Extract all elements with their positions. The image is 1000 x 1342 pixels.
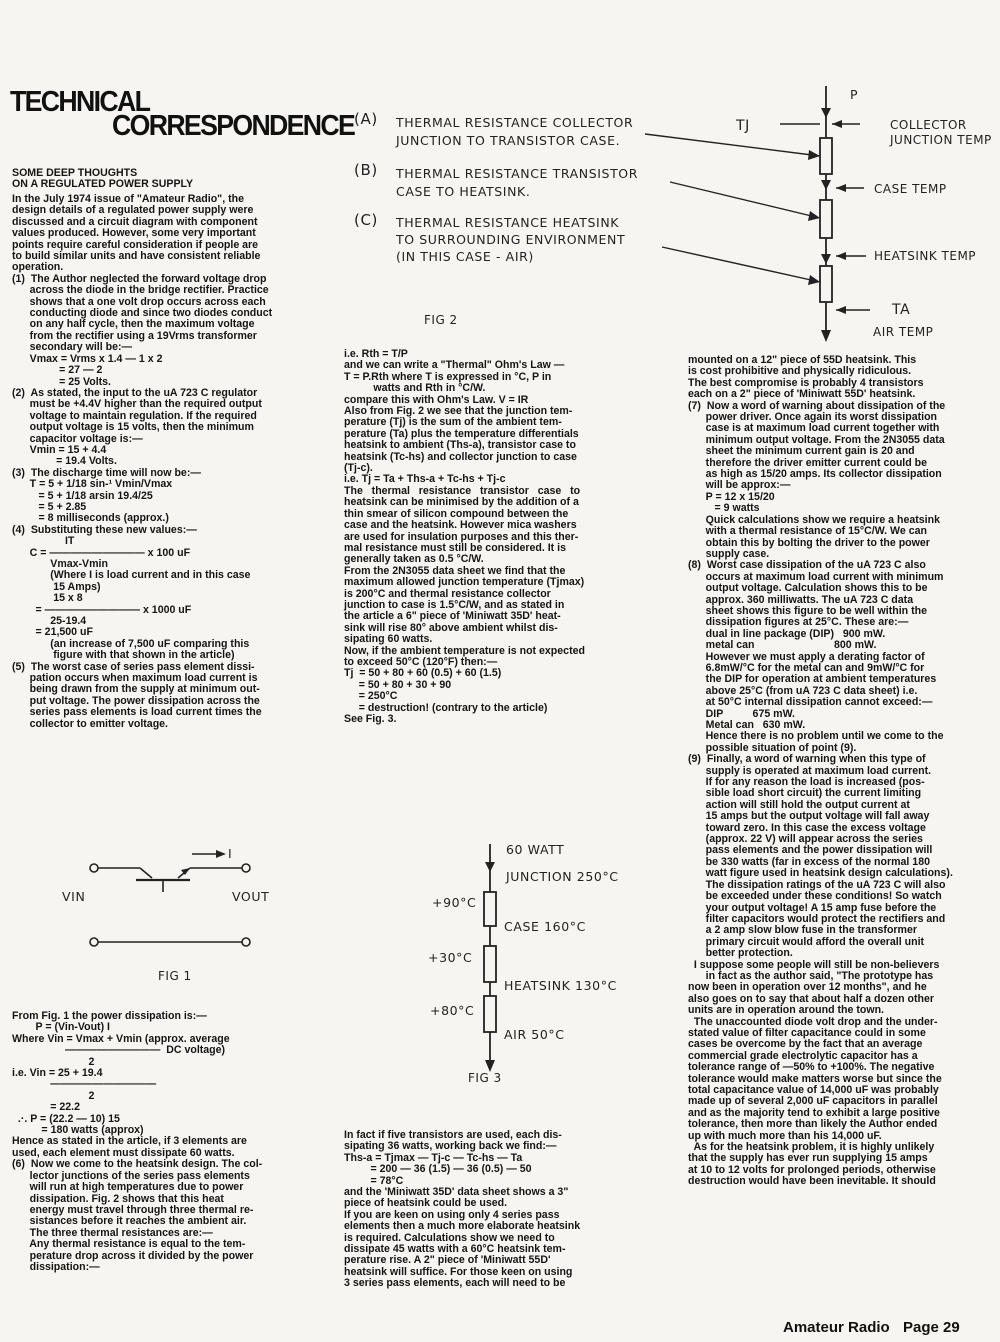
fig1-caption: FIG 1 — [158, 969, 192, 983]
fig1-terminal-tl — [90, 864, 98, 872]
fig3-watt-label: 60 WATT — [506, 842, 565, 857]
section-title-line1: TECHNICAL — [10, 86, 150, 118]
fig3-resistor-3 — [484, 996, 496, 1032]
fig2-item-c-text: THERMAL RESISTANCE HEATSINK TO SURROUNDING ENVIRONMENT (IN THIS CASE - AIR) — [396, 215, 626, 264]
section-title-line2: CORRESPONDENCE — [112, 110, 355, 142]
fig2-resistor-b — [820, 200, 832, 238]
fig2-item-a-letter: (A) — [354, 110, 378, 128]
fig3-caption: FIG 3 — [468, 1071, 502, 1085]
fig3-delta-3: +80°C — [430, 1003, 475, 1018]
fig3-junction-label: JUNCTION 250°C — [506, 869, 619, 884]
fig1-terminal-br — [242, 938, 250, 946]
article-col3-body: mounted on a 12" piece of 55D heatsink. This is cost prohibitive and physically ridiculous. The best compromise is probably 4 transistors each on a 2" piece of 'Miniwatt 55D' heatsink. (7) Now a word of warning about dissipation of the power driver. Once again its worst dissipation case is at maximum load current together with minimum output voltage. From the 2N3055 data sheet the minimum current gain is 20 and therefore the driver emitter current could be as high as 15/20 amps. Its collector dissipation will be approx:— P = 12 x 15/20 = 9 watts Quick calculations show we require a heatsink with a thermal resistance of 15°C/W. We can obtain this by bolting the driver to the power supply case. (8) Worst case dissipation of the uA 723 C also occurs at maximum load current with minimum output voltage. Calculation shows this to be approx. 360 milliwatts. The uA 723 C data sheet shows this figure to be well within the dissipation figures at 25°C. These are:— dual in line package (DIP) 900 mW. metal can 800 mW. However we must apply a derating factor of 6.8mW/°C for the metal can and 9mW/°C for the DIP for operation at ambient temperatures above 25°C (from uA 723 C data sheet) i.e. at 50°C internal dissipation cannot exceed:— DIP 675 mW. Metal can 630 mW. Hence there is no problem until we come to the possible situation of point (9). (9) Finally, a word of warning when this type of supply is operated at maximum load current. If for any reason the load is increased (pos- sible load short circuit) the current limiting action will still hold the output current at 15 amps but the output voltage will fall away toward zero. In this case the excess voltage (approx. 22 V) will appear across the series pass elements and the power dissipation will be 330 watts (far in excess of the normal 180 watt figure used in heatsink design calculations). The dissipation ratings of the uA 723 C will also be exceeded under these conditions! So watch your output voltage! A 15 amp fuse before the filter capacitors would protect the rectifiers and a 2 amp slow blow fuse in the transformer primary circuit would afford the overall unit better protection. I suppose some people will still be non-believers in fact as the author said, "The prototype has now been in operation over 12 months", and he also goes on to say that about half a dozen other units are in operation around the town. The unaccounted diode volt drop and the under- stated value of filter capacitance could in some cases be overcome by the fact that an average commercial grade electrolytic capacitor has a tolerance range of —50% to +100%. The negative tolerance would make matters worse but since the total capacitance value of 14,000 uF was probably made up of several 2,000 uF capacitors in parallel and as the majority tend to exhibit a large positive tolerance, then more than likely the Author ended up with much more than his 14,000 uF. As for the heatsink problem, it is highly unlikely that the supply has ever run supplying 15 amps at 10 to 12 volts for prolonged periods, otherwise destruction would have been inevitable. It should — [688, 354, 953, 1188]
fig2-resistor-a — [820, 138, 832, 174]
article-col1-lower: From Fig. 1 the power dissipation is:— P = (Vin-Vout) I Where Vin = Vmax + Vmin (approx. average ————————— DC voltage) 2 i.e. Vin = 25 + 19.4 —————————— 2 = 22.2 .·. P = (22.2 — 10) 15 = 180 watts (approx) Hence as stated in the article, if 3 elements are used, each element must dissipate 60 watts. (6) Now we come to the heatsink design. The col- lector junctions of the series pass elements will run at high temperatures due to power dissipation. Fig. 2 shows that this heat energy must travel through three thermal re- sistances before it reaches the ambient air. The three thermal resistances are:— Any thermal resistance is equal to the tem- perature drop across it divided by the power dissipation:— — [12, 1010, 263, 1273]
fig3-resistor-1 — [484, 892, 496, 926]
fig1-vout-label: VOUT — [232, 889, 270, 904]
article-col2-mid: i.e. Rth = T/P and we can write a "Thermal" Ohm's Law — T = P.Rth where T is expressed in °C, P in watts and Rth in °C/W. compare this with Ohm's Law. V = IR Also from Fig. 2 we see that the junction tem- perature (Tj) is the sum of the ambient tem- perature (Ta) plus the temperature differentials heatsink to ambient (Ths-a), transistor case to heatsink (Tc-hs) and collector junction to case (Tj-c). i.e. Tj = Ta + Ths-a + Tc-hs + Tj-c The thermal resistance transistor case to heatsink can be minimised by the addition of a thin smear of silicon compound between the case and the heatsink. However mica washers are used for insulation purposes and this ther- mal resistance must still be considered. It is generally taken as 0.5 °C/W. From the 2N3055 data sheet we find that the maximum allowed junction temperature (Tjmax) is 200°C and thermal resistance collector junction to case is 1.5°C/W, and as stated in the article a 6" piece of 'Miniwatt 35D' heat- sink will rise 80° above ambient whilst dis- sipating 60 watts. Now, if the ambient temperature is not expected to exceed 50°C (120°F) then:— Tj = 50 + 80 + 60 (0.5) + 60 (1.5) = 50 + 80 + 30 + 90 = 250°C = destruction! (contrary to the article) See Fig. 3. — [344, 348, 585, 725]
fig2-heatsink-label: HEATSINK TEMP — [874, 249, 977, 263]
fig2-case-label: CASE TEMP — [874, 182, 947, 196]
fig2-item-c-letter: (C) — [354, 211, 378, 229]
fig3-case-label: CASE 160°C — [504, 919, 586, 934]
article-heading: SOME DEEP THOUGHTS ON A REGULATED POWER SUPPLY — [12, 167, 194, 191]
fig3-delta-2: +30°C — [428, 950, 473, 965]
fig2-air-label: AIR TEMP — [873, 325, 934, 339]
fig1-terminal-bl — [90, 938, 98, 946]
fig3-heatsink-label: HEATSINK 130°C — [504, 978, 617, 993]
article-col1-body: In the July 1974 issue of "Amateur Radio", the design details of a regulated power supply were discussed and a circuit diagram with component values produced. However, some very important points require careful consideration if people are to build similar units and have consistent reliable operation. (1) The Author neglected the forward voltage drop across the diode in the bridge rectifier. Practice shows that a one volt drop occurs across each conducting diode and since two diodes conduct on any half cycle, then the maximum voltage from the rectifier using a 19Vrms transformer secondary will be:— Vmax = Vrms x 1.4 — 1 x 2 = 27 — 2 = 25 Volts. (2) As stated, the input to the uA 723 C regulator must be +4.4V higher than the required output voltage to maintain regulation. If the required output voltage is 15 volts, then the minimum capacitor voltage is:— Vmin = 15 + 4.4 = 19.4 Volts. (3) The discharge time will now be:— T = 5 + 1/18 sin-¹ Vmin/Vmax = 5 + 1/18 arsin 19.4/25 = 5 + 2.85 = 8 milliseconds (approx.) (4) Substituting these new values:— IT C = ————————— x 100 uF Vmax-Vmin (Where I is load current and in this case 15 Amps) 15 x 8 = ————————— x 1000 uF 25-19.4 = 21,500 uF (an increase of 7,500 uF comparing this figure with that shown in the article) (5) The worst case of series pass element dissi- pation occurs when maximum load current is being drawn from the supply at minimum out- put voltage. The power dissipation across the series pass elements is load current times the collector to emitter voltage. — [12, 193, 273, 730]
footer-publication: Amateur Radio — [783, 1319, 890, 1336]
fig3-resistor-2 — [484, 946, 496, 982]
fig2-p-label: P — [850, 87, 859, 102]
fig2-resistor-c — [820, 266, 832, 302]
fig2-ta-label: TA — [892, 302, 911, 318]
footer-page-number: Page 29 — [903, 1319, 960, 1336]
fig2-collector-label: COLLECTOR JUNCTION TEMP — [890, 118, 992, 147]
fig2-item-b-text: THERMAL RESISTANCE TRANSISTOR CASE TO HEATSINK. — [396, 166, 639, 199]
article-col2-bottom: In fact if five transistors are used, each dis- sipating 36 watts, working back we find:— Ths-a = Tjmax — Tj-c — Tc-hs — Ta = 200 — 36 (1.5) — 36 (0.5) — 50 = 78°C and the 'Miniwatt 35D' data sheet shows a 3" piece of heatsink could be used. If you are keen on using only 4 series pass elements then a much more elaborate heatsink is required. Calculations show we need to dissipate 45 watts with a 60°C heatsink tem- perature rise. A 2" piece of 'Miniwatt 55D' heatsink will suffice. For those keen on using 3 series pass elements, each will need to be — [344, 1129, 581, 1290]
fig3-air-label: AIR 50°C — [504, 1027, 565, 1042]
fig1-terminal-tr — [242, 864, 250, 872]
fig2-caption: FIG 2 — [424, 313, 458, 327]
fig3-delta-1: +90°C — [432, 895, 477, 910]
fig1-vin-label: VIN — [62, 889, 86, 904]
fig2-tj-label: TJ — [736, 118, 750, 134]
fig2-item-a-text: THERMAL RESISTANCE COLLECTOR JUNCTION TO TRANSISTOR CASE. — [396, 115, 634, 148]
fig1-current-label: I — [228, 846, 233, 861]
fig2-item-b-letter: (B) — [354, 161, 378, 179]
